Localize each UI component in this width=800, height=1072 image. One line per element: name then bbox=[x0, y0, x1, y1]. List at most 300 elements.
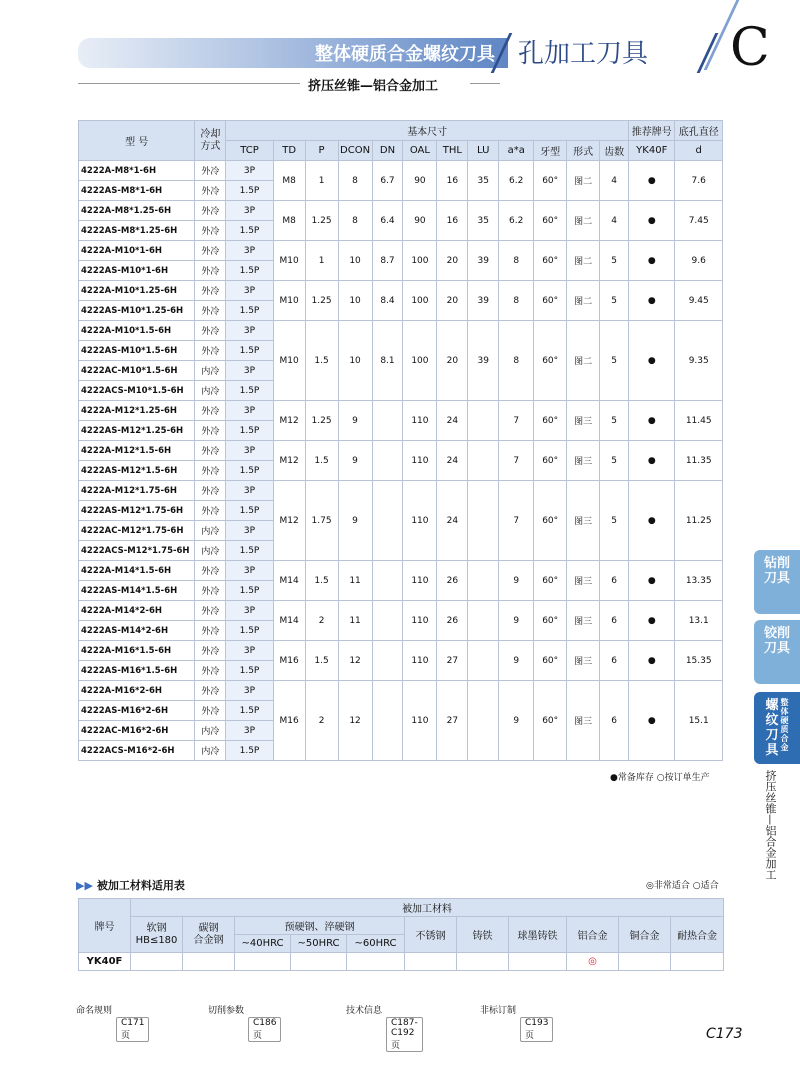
dim-dcon-cell: 9 bbox=[338, 401, 372, 441]
dim-oal-cell: 110 bbox=[403, 441, 437, 481]
subheader-hole: d bbox=[675, 141, 723, 161]
dim-dcon-cell: 12 bbox=[338, 681, 372, 761]
dim-p-cell: 1.5 bbox=[305, 321, 338, 401]
dim-dcon-cell: 8 bbox=[338, 161, 372, 201]
side-tab-reaming-label: 铰削刀具 bbox=[763, 626, 790, 656]
tcp-cell: 1.5P bbox=[226, 661, 273, 681]
dim-form-cell: 60° bbox=[534, 481, 567, 561]
subheader-col: TD bbox=[273, 141, 305, 161]
dim-dn-cell bbox=[372, 641, 403, 681]
dim-oal-cell: 90 bbox=[403, 201, 437, 241]
tcp-cell: 3P bbox=[226, 521, 273, 541]
dim-p-cell: 1.5 bbox=[305, 561, 338, 601]
mat-cell-stainless bbox=[405, 953, 457, 971]
dim-form-cell: 60° bbox=[534, 401, 567, 441]
dim-stock-cell: ● bbox=[629, 441, 675, 481]
cooling-cell: 外冷 bbox=[195, 701, 226, 721]
page-title: 整体硬质合金螺纹刀具 bbox=[315, 44, 495, 65]
mat-header-heat-resistant: 耐热合金 bbox=[671, 917, 724, 953]
tcp-cell: 1.5P bbox=[226, 181, 273, 201]
footer-link-naming[interactable] bbox=[76, 1003, 145, 1041]
header-basic-dimensions: 基本尺寸 bbox=[226, 121, 629, 141]
model-cell: 4222AC-M12*1.75-6H bbox=[79, 521, 195, 541]
dim-teeth-cell: 5 bbox=[600, 281, 629, 321]
footer-link-cutting-params[interactable] bbox=[208, 1003, 277, 1041]
cooling-cell: 外冷 bbox=[195, 481, 226, 501]
cooling-cell: 外冷 bbox=[195, 161, 226, 181]
dim-p-cell: 1.5 bbox=[305, 641, 338, 681]
footer-link-naming-label: 命名规则 bbox=[76, 1006, 113, 1016]
dim-td-cell: M8 bbox=[273, 161, 305, 201]
dim-aa-cell: 9 bbox=[499, 681, 534, 761]
table-row bbox=[79, 401, 723, 421]
table-row bbox=[79, 641, 723, 661]
dim-d-cell: 9.45 bbox=[675, 281, 723, 321]
dim-oal-cell: 90 bbox=[403, 161, 437, 201]
dim-dn-cell bbox=[372, 561, 403, 601]
cooling-cell: 内冷 bbox=[195, 541, 226, 561]
dim-oal-cell: 110 bbox=[403, 401, 437, 441]
table-row bbox=[79, 321, 723, 341]
subheader-col: LU bbox=[468, 141, 499, 161]
dim-form-cell: 60° bbox=[534, 561, 567, 601]
dim-dn-cell bbox=[372, 601, 403, 641]
dim-aa-cell: 6.2 bbox=[499, 161, 534, 201]
tcp-cell: 3P bbox=[226, 601, 273, 621]
dim-d-cell: 15.35 bbox=[675, 641, 723, 681]
cooling-cell: 外冷 bbox=[195, 301, 226, 321]
dim-stock-cell: ● bbox=[629, 481, 675, 561]
dim-stock-cell: ● bbox=[629, 201, 675, 241]
dim-thl-cell: 20 bbox=[437, 241, 468, 281]
tcp-cell: 3P bbox=[226, 641, 273, 661]
model-cell: 4222AS-M12*1.5-6H bbox=[79, 461, 195, 481]
dim-lu-cell: 39 bbox=[468, 281, 499, 321]
tcp-cell: 3P bbox=[226, 721, 273, 741]
model-cell: 4222A-M16*1.5-6H bbox=[79, 641, 195, 661]
dim-td-cell: M12 bbox=[273, 401, 305, 441]
dim-thl-cell: 27 bbox=[437, 641, 468, 681]
page-subtitle: 挤压丝锥—铝合金加工 bbox=[308, 79, 439, 94]
tcp-cell: 1.5P bbox=[226, 301, 273, 321]
dim-lu-cell: 35 bbox=[468, 161, 499, 201]
mat-row-brand: YK40F bbox=[79, 953, 131, 971]
mat-cell-aluminum: ◎ bbox=[567, 953, 619, 971]
dim-td-cell: M10 bbox=[273, 241, 305, 281]
dim-oal-cell: 100 bbox=[403, 321, 437, 401]
dim-td-cell: M10 bbox=[273, 321, 305, 401]
mat-cell-soft-steel bbox=[131, 953, 183, 971]
header-cooling: 冷却方式 bbox=[195, 121, 226, 161]
mat-header-hrc60: ~60HRC bbox=[347, 935, 405, 953]
dim-teeth-cell: 5 bbox=[600, 401, 629, 441]
dim-teeth-cell: 6 bbox=[600, 681, 629, 761]
subheader-col: 牙型 bbox=[534, 141, 567, 161]
dim-type-cell: 图二 bbox=[567, 241, 600, 281]
dim-d-cell: 13.35 bbox=[675, 561, 723, 601]
dim-aa-cell: 8 bbox=[499, 241, 534, 281]
dim-teeth-cell: 4 bbox=[600, 201, 629, 241]
subheader-col: 齿数 bbox=[600, 141, 629, 161]
model-cell: 4222A-M14*1.5-6H bbox=[79, 561, 195, 581]
dim-td-cell: M14 bbox=[273, 561, 305, 601]
tcp-cell: 1.5P bbox=[226, 381, 273, 401]
dim-lu-cell bbox=[468, 681, 499, 761]
dim-lu-cell: 35 bbox=[468, 201, 499, 241]
dim-teeth-cell: 5 bbox=[600, 441, 629, 481]
mat-header-brand: 牌号 bbox=[79, 899, 131, 953]
cooling-cell: 内冷 bbox=[195, 521, 226, 541]
dim-thl-cell: 16 bbox=[437, 201, 468, 241]
tcp-cell: 1.5P bbox=[226, 341, 273, 361]
dim-form-cell: 60° bbox=[534, 681, 567, 761]
model-cell: 4222A-M12*1.5-6H bbox=[79, 441, 195, 461]
dim-form-cell: 60° bbox=[534, 441, 567, 481]
material-legend: ◎非常适合 ○适合 bbox=[646, 881, 719, 891]
model-cell: 4222AS-M16*1.5-6H bbox=[79, 661, 195, 681]
mat-cell-copper bbox=[619, 953, 671, 971]
dim-aa-cell: 9 bbox=[499, 641, 534, 681]
cooling-cell: 外冷 bbox=[195, 581, 226, 601]
dim-type-cell: 图三 bbox=[567, 641, 600, 681]
material-table bbox=[78, 898, 724, 971]
mat-cell-carbon-steel bbox=[183, 953, 235, 971]
dim-td-cell: M16 bbox=[273, 641, 305, 681]
tcp-cell: 1.5P bbox=[226, 261, 273, 281]
dim-dn-cell bbox=[372, 681, 403, 761]
dim-type-cell: 图三 bbox=[567, 681, 600, 761]
table-row bbox=[79, 681, 723, 701]
dim-dcon-cell: 9 bbox=[338, 481, 372, 561]
footer-link-tech-label: 技术信息 bbox=[346, 1006, 383, 1016]
model-cell: 4222AS-M10*1.25-6H bbox=[79, 301, 195, 321]
cooling-cell: 外冷 bbox=[195, 421, 226, 441]
model-cell: 4222AS-M8*1.25-6H bbox=[79, 221, 195, 241]
dim-dn-cell: 8.7 bbox=[372, 241, 403, 281]
dim-d-cell: 11.35 bbox=[675, 441, 723, 481]
dim-td-cell: M12 bbox=[273, 481, 305, 561]
dim-oal-cell: 100 bbox=[403, 241, 437, 281]
dim-oal-cell: 110 bbox=[403, 601, 437, 641]
side-tab-threading[interactable] bbox=[754, 692, 800, 764]
dim-aa-cell: 7 bbox=[499, 441, 534, 481]
tcp-cell: 3P bbox=[226, 241, 273, 261]
dim-lu-cell bbox=[468, 441, 499, 481]
table-row bbox=[79, 481, 723, 501]
mat-header-copper: 铜合金 bbox=[619, 917, 671, 953]
tcp-cell: 1.5P bbox=[226, 701, 273, 721]
dim-dn-cell: 6.7 bbox=[372, 161, 403, 201]
dim-td-cell: M12 bbox=[273, 441, 305, 481]
mat-soft-steel-hb: HB≤180 bbox=[135, 934, 178, 946]
dim-type-cell: 图三 bbox=[567, 481, 600, 561]
dim-dcon-cell: 10 bbox=[338, 241, 372, 281]
table-row bbox=[79, 601, 723, 621]
dim-lu-cell bbox=[468, 561, 499, 601]
mat-cell-ductile-iron bbox=[509, 953, 567, 971]
dim-d-cell: 7.6 bbox=[675, 161, 723, 201]
dim-d-cell: 11.45 bbox=[675, 401, 723, 441]
dim-p-cell: 1.25 bbox=[305, 201, 338, 241]
dim-aa-cell: 8 bbox=[499, 281, 534, 321]
dim-d-cell: 13.1 bbox=[675, 601, 723, 641]
model-cell: 4222AC-M10*1.5-6H bbox=[79, 361, 195, 381]
dim-lu-cell bbox=[468, 641, 499, 681]
dim-thl-cell: 26 bbox=[437, 601, 468, 641]
dim-td-cell: M16 bbox=[273, 681, 305, 761]
dim-d-cell: 7.45 bbox=[675, 201, 723, 241]
mat-header-hrc40: ~40HRC bbox=[235, 935, 291, 953]
tcp-cell: 3P bbox=[226, 561, 273, 581]
side-tab-drilling-label: 钻削刀具 bbox=[763, 556, 790, 586]
subtitle-rule-left bbox=[78, 83, 300, 84]
dim-type-cell: 图二 bbox=[567, 281, 600, 321]
dim-aa-cell: 9 bbox=[499, 561, 534, 601]
dim-dcon-cell: 8 bbox=[338, 201, 372, 241]
tcp-cell: 3P bbox=[226, 441, 273, 461]
dim-stock-cell: ● bbox=[629, 561, 675, 601]
dim-p-cell: 1.75 bbox=[305, 481, 338, 561]
model-cell: 4222AS-M10*1-6H bbox=[79, 261, 195, 281]
dim-thl-cell: 27 bbox=[437, 681, 468, 761]
table-row bbox=[79, 281, 723, 301]
dim-aa-cell: 9 bbox=[499, 601, 534, 641]
cooling-cell: 外冷 bbox=[195, 241, 226, 261]
dim-form-cell: 60° bbox=[534, 601, 567, 641]
dim-p-cell: 1 bbox=[305, 161, 338, 201]
dim-stock-cell: ● bbox=[629, 321, 675, 401]
dim-type-cell: 图二 bbox=[567, 161, 600, 201]
mat-header-materials: 被加工材料 bbox=[131, 899, 724, 917]
cooling-cell: 内冷 bbox=[195, 721, 226, 741]
mat-header-aluminum: 铝合金 bbox=[567, 917, 619, 953]
tcp-cell: 1.5P bbox=[226, 621, 273, 641]
dim-oal-cell: 110 bbox=[403, 681, 437, 761]
dim-teeth-cell: 5 bbox=[600, 481, 629, 561]
model-cell: 4222A-M16*2-6H bbox=[79, 681, 195, 701]
footer-link-tech-page[interactable]: C187-C192页 bbox=[386, 1017, 423, 1052]
subheader-col: THL bbox=[437, 141, 468, 161]
table-row bbox=[79, 201, 723, 221]
dim-stock-cell: ● bbox=[629, 681, 675, 761]
dim-form-cell: 60° bbox=[534, 321, 567, 401]
dim-td-cell: M10 bbox=[273, 281, 305, 321]
dim-teeth-cell: 6 bbox=[600, 561, 629, 601]
dim-stock-cell: ● bbox=[629, 161, 675, 201]
cooling-cell: 内冷 bbox=[195, 741, 226, 761]
header-model: 型 号 bbox=[79, 121, 195, 161]
dim-p-cell: 2 bbox=[305, 601, 338, 641]
stock-legend: ●常备库存 ○按订单生产 bbox=[610, 773, 710, 783]
spec-table bbox=[78, 120, 723, 761]
mat-carbon-steel-label: 碳钢 bbox=[198, 922, 219, 934]
dim-stock-cell: ● bbox=[629, 601, 675, 641]
dim-lu-cell: 39 bbox=[468, 241, 499, 281]
dim-teeth-cell: 6 bbox=[600, 601, 629, 641]
dim-p-cell: 1 bbox=[305, 241, 338, 281]
dim-aa-cell: 6.2 bbox=[499, 201, 534, 241]
dim-aa-cell: 7 bbox=[499, 481, 534, 561]
page-number: C173 bbox=[706, 1026, 743, 1042]
dim-type-cell: 图三 bbox=[567, 441, 600, 481]
mat-cell-cast-iron bbox=[457, 953, 509, 971]
mat-header-cast-iron: 铸铁 bbox=[457, 917, 509, 953]
model-cell: 4222AS-M14*2-6H bbox=[79, 621, 195, 641]
model-cell: 4222AS-M8*1-6H bbox=[79, 181, 195, 201]
model-cell: 4222AS-M14*1.5-6H bbox=[79, 581, 195, 601]
tcp-cell: 3P bbox=[226, 361, 273, 381]
dim-dcon-cell: 10 bbox=[338, 321, 372, 401]
dim-d-cell: 9.35 bbox=[675, 321, 723, 401]
tcp-cell: 3P bbox=[226, 201, 273, 221]
model-cell: 4222A-M10*1-6H bbox=[79, 241, 195, 261]
model-cell: 4222A-M10*1.5-6H bbox=[79, 321, 195, 341]
spec-table-body bbox=[79, 161, 723, 761]
category-title: 孔加工刀具 bbox=[518, 39, 649, 69]
table-row bbox=[79, 441, 723, 461]
dim-teeth-cell: 5 bbox=[600, 241, 629, 281]
dim-type-cell: 图三 bbox=[567, 401, 600, 441]
dim-aa-cell: 8 bbox=[499, 321, 534, 401]
side-tab-threading-label: 螺纹刀具 bbox=[765, 698, 779, 758]
dim-p-cell: 1.5 bbox=[305, 441, 338, 481]
side-vertical-caption: 挤压丝锥—铝合金加工 bbox=[764, 770, 777, 880]
dim-d-cell: 9.6 bbox=[675, 241, 723, 281]
tcp-cell: 3P bbox=[226, 281, 273, 301]
dim-dcon-cell: 11 bbox=[338, 601, 372, 641]
dim-p-cell: 1.25 bbox=[305, 401, 338, 441]
footer-link-naming-page[interactable]: C171页 bbox=[116, 1017, 149, 1042]
dim-teeth-cell: 6 bbox=[600, 641, 629, 681]
footer-link-cutting-page[interactable]: C186页 bbox=[248, 1017, 281, 1042]
cooling-cell: 外冷 bbox=[195, 261, 226, 281]
dim-dn-cell: 8.1 bbox=[372, 321, 403, 401]
dim-dcon-cell: 9 bbox=[338, 441, 372, 481]
dim-teeth-cell: 4 bbox=[600, 161, 629, 201]
dim-form-cell: 60° bbox=[534, 161, 567, 201]
dim-stock-cell: ● bbox=[629, 281, 675, 321]
dim-td-cell: M14 bbox=[273, 601, 305, 641]
dim-teeth-cell: 5 bbox=[600, 321, 629, 401]
side-tab-reaming[interactable] bbox=[754, 620, 800, 684]
model-cell: 4222ACS-M16*2-6H bbox=[79, 741, 195, 761]
cooling-cell: 内冷 bbox=[195, 361, 226, 381]
mat-header-hardened: 预硬钢、淬硬钢 bbox=[235, 917, 405, 935]
tcp-cell: 1.5P bbox=[226, 221, 273, 241]
dim-thl-cell: 16 bbox=[437, 161, 468, 201]
model-cell: 4222A-M8*1.25-6H bbox=[79, 201, 195, 221]
model-cell: 4222A-M10*1.25-6H bbox=[79, 281, 195, 301]
mat-header-carbon-steel bbox=[183, 917, 235, 953]
footer-link-tech-info[interactable] bbox=[346, 1003, 418, 1051]
mat-soft-steel-label: 软钢 bbox=[146, 922, 167, 934]
tcp-cell: 1.5P bbox=[226, 461, 273, 481]
cooling-cell: 外冷 bbox=[195, 401, 226, 421]
mat-cell-hrc50 bbox=[291, 953, 347, 971]
cooling-cell: 外冷 bbox=[195, 341, 226, 361]
dim-type-cell: 图三 bbox=[567, 561, 600, 601]
model-cell: 4222AC-M16*2-6H bbox=[79, 721, 195, 741]
subheader-brand: YK40F bbox=[629, 141, 675, 161]
footer-link-custom-page[interactable]: C193页 bbox=[520, 1017, 553, 1042]
dim-dcon-cell: 12 bbox=[338, 641, 372, 681]
tcp-cell: 3P bbox=[226, 321, 273, 341]
footer-link-custom-label: 非标订制 bbox=[480, 1006, 517, 1016]
dim-oal-cell: 110 bbox=[403, 561, 437, 601]
dim-stock-cell: ● bbox=[629, 641, 675, 681]
subheader-col: DCON bbox=[338, 141, 372, 161]
tcp-cell: 1.5P bbox=[226, 541, 273, 561]
dim-aa-cell: 7 bbox=[499, 401, 534, 441]
dim-lu-cell bbox=[468, 481, 499, 561]
footer-link-custom-order[interactable] bbox=[480, 1003, 549, 1041]
tcp-cell: 3P bbox=[226, 681, 273, 701]
dim-form-cell: 60° bbox=[534, 241, 567, 281]
mat-cell-hrc40 bbox=[235, 953, 291, 971]
header-recommended-brand: 推荐牌号 bbox=[629, 121, 675, 141]
model-cell: 4222A-M14*2-6H bbox=[79, 601, 195, 621]
mat-header-ductile-iron: 球墨铸铁 bbox=[509, 917, 567, 953]
dim-oal-cell: 110 bbox=[403, 481, 437, 561]
double-arrow-icon: ▶▶ bbox=[76, 879, 93, 892]
subheader-col: 形式 bbox=[567, 141, 600, 161]
dim-oal-cell: 100 bbox=[403, 281, 437, 321]
footer-link-cutting-label: 切削参数 bbox=[208, 1006, 245, 1016]
dim-thl-cell: 24 bbox=[437, 441, 468, 481]
dim-lu-cell bbox=[468, 401, 499, 441]
material-title-text: 被加工材料适用表 bbox=[96, 879, 185, 892]
cooling-cell: 外冷 bbox=[195, 601, 226, 621]
dim-d-cell: 15.1 bbox=[675, 681, 723, 761]
dim-thl-cell: 26 bbox=[437, 561, 468, 601]
tcp-cell: 3P bbox=[226, 161, 273, 181]
cooling-cell: 外冷 bbox=[195, 461, 226, 481]
model-cell: 4222ACS-M10*1.5-6H bbox=[79, 381, 195, 401]
tcp-cell: 3P bbox=[226, 401, 273, 421]
dim-thl-cell: 24 bbox=[437, 401, 468, 441]
cooling-cell: 外冷 bbox=[195, 201, 226, 221]
model-cell: 4222A-M8*1-6H bbox=[79, 161, 195, 181]
dim-p-cell: 1.25 bbox=[305, 281, 338, 321]
side-tab-drilling[interactable] bbox=[754, 550, 800, 614]
cooling-cell: 外冷 bbox=[195, 501, 226, 521]
subheader-col: OAL bbox=[403, 141, 437, 161]
model-cell: 4222AS-M10*1.5-6H bbox=[79, 341, 195, 361]
dim-oal-cell: 110 bbox=[403, 641, 437, 681]
cooling-cell: 外冷 bbox=[195, 561, 226, 581]
dim-thl-cell: 20 bbox=[437, 321, 468, 401]
model-cell: 4222A-M12*1.25-6H bbox=[79, 401, 195, 421]
dim-type-cell: 图三 bbox=[567, 601, 600, 641]
cooling-cell: 外冷 bbox=[195, 661, 226, 681]
mat-cell-hrc60 bbox=[347, 953, 405, 971]
dim-dn-cell bbox=[372, 441, 403, 481]
cooling-cell: 外冷 bbox=[195, 681, 226, 701]
tcp-cell: 1.5P bbox=[226, 741, 273, 761]
cooling-cell: 外冷 bbox=[195, 221, 226, 241]
table-row bbox=[79, 561, 723, 581]
model-cell: 4222A-M12*1.75-6H bbox=[79, 481, 195, 501]
subheader-col: DN bbox=[372, 141, 403, 161]
dim-dcon-cell: 11 bbox=[338, 561, 372, 601]
dim-form-cell: 60° bbox=[534, 641, 567, 681]
mat-cell-heat-resistant bbox=[671, 953, 724, 971]
cooling-cell: 内冷 bbox=[195, 381, 226, 401]
dim-dn-cell: 6.4 bbox=[372, 201, 403, 241]
cooling-cell: 外冷 bbox=[195, 621, 226, 641]
dim-dn-cell bbox=[372, 401, 403, 441]
table-row bbox=[79, 161, 723, 181]
